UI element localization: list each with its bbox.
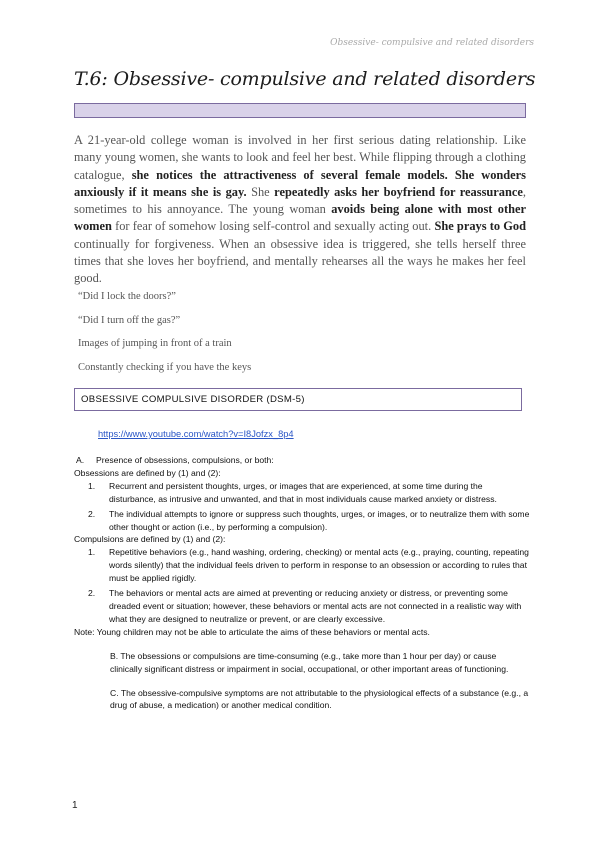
case-text-bold: she notices the attractiveness of several female models. She wonders anxiously if it means she is gay. <box>74 167 526 199</box>
page-title: T.6: Obsessive- compulsive and related disorders <box>74 68 536 90</box>
criterion-b: B. The obsessions or compulsions are time-consuming (e.g., take more than 1 hour per day) or cause clinically significant distress or impairment in social, occupational, or other important areas of functioning. <box>110 650 509 674</box>
criterion-text: Presence of obsessions, compulsions, or both: <box>96 455 274 465</box>
item-text: The behaviors or mental acts are aimed at preventing or reducing anxiety or distress, or preventing some dreaded event or situation; however, these behaviors or mental acts are not connected in a realistic way with what they are designed to neutralize or prevent, or are clearly excessive. <box>109 588 522 624</box>
item-number: 1. <box>88 547 96 558</box>
obsessions-intro: Obsessions are defined by (1) and (2): <box>74 467 221 478</box>
case-text: for fear of somehow losing self-control and sexually acting out. <box>111 219 435 234</box>
obsession-item <box>74 480 530 506</box>
item-number: 2. <box>88 508 96 519</box>
case-text-bold: avoids being alone with most other women <box>74 202 526 234</box>
case-text-bold: repeatedly asks her boyfriend for reassurance <box>274 184 523 199</box>
criterion-c: C. The obsessive-compulsive symptoms are not attributable to the physiological effects of a substance (e.g., a drug of abuse, a medication) or another medical condition. <box>110 687 529 711</box>
page-number: 1 <box>72 800 78 811</box>
running-header: Obsessive- compulsive and related disorders <box>330 38 534 48</box>
example-item: “Did I lock the doors?” <box>78 291 176 302</box>
video-link[interactable]: https://www.youtube.com/watch?v=I8Jofzx_8p4 <box>98 429 294 439</box>
case-study-paragraph <box>74 132 526 288</box>
example-item: “Did I turn off the gas?” <box>78 314 181 326</box>
criteria-note: Note: Young children may not be able to articulate the aims of these behaviors or mental acts. <box>74 626 430 637</box>
case-text: , sometimes to his annoyance. The young woman <box>74 184 526 217</box>
compulsion-item <box>74 587 530 626</box>
criterion-a <box>74 454 530 467</box>
case-text: continually for forgiveness. When an obsessive idea is triggered, she tells herself three times that she loves her boyfriend, and mentally rehearses all the ways he makes her feel good. <box>74 236 526 286</box>
obsession-item <box>74 508 530 534</box>
item-number: 1. <box>88 480 96 491</box>
case-text: A 21-year-old college woman is involved in her first serious dating relationship. Like many young women, she wants to look and feel her best. While flipping through a clothing catalogue, <box>74 133 526 182</box>
item-text: The individual attempts to ignore or suppress such thoughts, urges, or images, or to neutralize them with some other thought or action (i.e., by performing a compulsion). <box>109 508 530 532</box>
title-highlight-bar <box>74 103 526 118</box>
example-item: Images of jumping in front of a train <box>78 338 232 349</box>
example-list <box>78 290 378 384</box>
compulsion-item <box>74 546 530 585</box>
item-number: 2. <box>88 588 96 599</box>
case-text-bold: She prays to God <box>434 219 526 234</box>
dsm-criteria <box>74 454 530 712</box>
case-text: She <box>246 184 275 199</box>
item-text: Recurrent and persistent thoughts, urges, or images that are experienced, at some time during the disturbance, as intrusive and unwanted, and that in most individuals cause marked anxiety or distress. <box>109 480 497 504</box>
example-item: Constantly checking if you have the keys <box>78 361 252 373</box>
compulsions-intro: Compulsions are defined by (1) and (2): <box>74 534 226 545</box>
criterion-marker: A. <box>76 455 85 465</box>
item-text: Repetitive behaviors (e.g., hand washing, ordering, checking) or mental acts (e.g., praying, counting, repeating words silently) that the individual feels driven to perform in response to an obsession or according to rules that must be applied rigidly. <box>109 547 529 584</box>
section-heading: OBSESSIVE COMPULSIVE DISORDER (DSM-5) <box>74 388 522 411</box>
